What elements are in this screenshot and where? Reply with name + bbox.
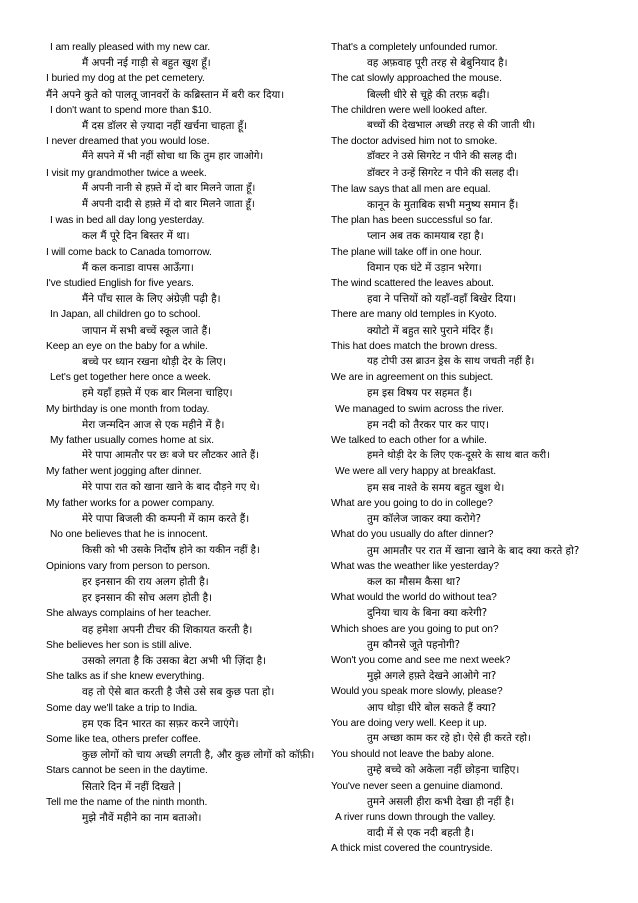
hindi-translation: मैं दस डॉलर से ज़्यादा नहीं खर्चना चाहता हूँ। [82,120,248,133]
hindi-translation-alt: हर इनसान की सोच अलग होती है। [82,592,213,605]
english-sentence: What was the weather like yesterday? [331,560,499,572]
english-sentence: I never dreamed that you would lose. [46,136,210,148]
hindi-translation: हमे यहाँ हफ़्ते में एक बार मिलना चाहिए। [82,387,233,400]
hindi-translation: तुम अच्छा काम कर रहे हो। ऐसे ही करते रहो। [367,732,531,744]
sentence-entry [331,716,601,747]
english-sentence: She believes her son is still alive. [46,639,192,651]
hindi-translation-alt: मैं अपनी दादी से हफ़्ते में दो बार मिलने जाता हूँ। [82,199,255,211]
sentence-entry [46,559,318,607]
sentence-entry [46,402,318,433]
hindi-translation: डॉक्टर ने उसे सिगरेट न पीने की सलह दी। [367,151,518,163]
hindi-translation: हम नदी को तैरकर पार कर पाए। [367,418,489,431]
english-sentence: My father usually comes home at six. [50,435,214,447]
english-sentence: We were all very happy at breakfast. [335,466,496,478]
hindi-translation: दुनिया चाय के बिना क्या करेगी? [367,607,488,620]
english-sentence: We are in agreement on this subject. [331,372,494,384]
english-sentence: The plan has been successful so far. [331,215,493,227]
hindi-translation: क्योटो में बहुत सारे पुराने मंदिर हैं। [367,324,494,337]
hindi-translation: तुम आमतौर पर रात में खाना खाने के बाद क्या करते हो? [367,544,580,557]
sentence-entry [331,779,601,810]
sentence-entry [331,213,601,244]
hindi-translation: मेरे पापा रात को खाना खाने के बाद दौड़ने गए थे। [82,481,260,493]
sentence-entry [46,339,318,370]
hindi-translation: वह हमेशा अपनी टीचर की शिकायत करती है। [82,623,253,636]
english-sentence: The plane will take off in one hour. [331,246,482,258]
english-sentence: The doctor advised him not to smoke. [331,136,498,148]
english-sentence: You should not leave the baby alone. [331,749,495,761]
sentence-entry [331,339,601,370]
hindi-translation: हम सब नाश्ते के समय बहुत खुश थे। [367,481,505,494]
english-sentence: What do you usually do after dinner? [331,529,494,541]
english-sentence: My father went jogging after dinner. [46,466,202,478]
english-sentence: What would the world do without tea? [331,592,497,604]
hindi-translation: मुझे नौवें महीने का नाम बताओ। [82,811,202,824]
sentence-entry [46,669,318,700]
english-sentence: I was in bed all day long yesterday. [50,215,205,227]
hindi-translation: कल मैं पूरे दिन बिस्तर में था। [82,230,190,243]
english-sentence: My birthday is one month from today. [46,403,210,415]
english-sentence: Opinions vary from person to person. [46,560,211,572]
english-sentence: A river runs down through the valley. [335,811,496,823]
sentence-entry [46,71,318,102]
sentence-entry [46,638,318,669]
english-sentence: That's a completely unfounded rumor. [331,42,498,53]
sentence-entry [331,653,601,684]
hindi-translation: तुम कौनसे जूते पहनोगी? [367,638,461,651]
sentence-entry [46,134,318,165]
left-column [46,40,318,826]
hindi-translation: आप थोड़ा धीरे बोल सकते हैं क्या? [367,701,497,714]
sentence-entry [331,134,601,182]
hindi-translation: मैंने अपने कुते को पालतू जानवरों के कब्रिस्तान में बरी कर दिया। [46,88,285,101]
hindi-translation: बच्चे पर ध्यान रखना थोड़ी देर के लिए। [82,356,227,369]
sentence-entry [331,841,601,856]
hindi-translation: हवा ने पत्तियों को यहाँ-वहाँ बिखेर दिया। [367,293,516,306]
hindi-translation: मैं कल कनाडा वापस आऊँगा। [82,261,194,274]
english-sentence: I am really pleased with my new car. [50,42,211,53]
sentence-entry [331,433,601,464]
hindi-translation: यह टोपी उस ब्राउन ड्रेस के साथ जचती नहीं है। [367,356,535,368]
sentence-entry [46,166,318,214]
english-sentence: Which shoes are you going to put on? [331,623,499,635]
english-sentence: You are doing very well. Keep it up. [331,717,487,729]
hindi-translation: वह अफ़वाह पूरी तरह से बेबुनियाद है। [367,57,508,70]
sentence-entry [46,701,318,732]
english-sentence: I don't want to spend more than $10. [50,104,212,116]
sentence-entry [331,402,601,433]
hindi-translation: विमान एक घंटे में उड़ान भरेगा। [367,261,482,274]
english-sentence: Stars cannot be seen in the daytime. [46,765,208,777]
english-sentence: The children were well looked after. [331,104,488,116]
hindi-translation: मैंने सपने में भी नहीं सोचा था कि तुम हार जाओगे। [82,151,264,163]
sentence-entry [46,464,318,495]
sentence-entry [331,527,601,558]
english-sentence: The wind scattered the leaves about. [331,278,494,290]
hindi-translation: वह तो ऐसे बात करती है जैसे उसे सब कुछ पता हो। [82,686,275,699]
english-sentence: We talked to each other for a while. [331,435,487,447]
sentence-entry [46,763,318,794]
hindi-translation: मेरा जन्मदिन आज से एक महीने में है। [82,418,225,431]
english-sentence: The law says that all men are equal. [331,183,491,195]
sentence-entry [46,433,318,464]
hindi-translation: जापान में सभी बच्चें स्कूल जाते हैं। [82,324,212,337]
sentence-entry [46,606,318,637]
hindi-translation: कुछ लोगों को चाय अच्छी लगती है, और कुछ लोगों को कॉफ़ी। [82,749,315,762]
sentence-entry [331,559,601,590]
hindi-translation: प्लान अब तक कामयाब रहा है। [367,230,484,243]
sentence-entry [331,40,601,71]
english-sentence: You've never seen a genuine diamond. [331,780,503,792]
sentence-entry [46,245,318,276]
english-sentence: A thick mist covered the countryside. [331,843,493,855]
hindi-translation: बिल्ली धीरे से चूहे की तरफ़ बढ़ी। [367,88,490,101]
sentence-entry [331,810,601,841]
sentence-entry [331,370,601,401]
english-sentence: Let's get together here once a week. [50,372,211,384]
sentence-entry [331,590,601,621]
sentence-entry [46,307,318,338]
hindi-translation: मेरे पापा आमतौर पर छः बजे घर लौटकर आते हैं। [82,450,259,462]
hindi-translation: किसी को भी उसके निर्दोष होने का यकीन नहीं है। [82,544,260,556]
hindi-translation: मुझे अगले हफ़्ते देखने आओगे ना? [367,670,497,683]
sentence-entry [46,213,318,244]
sentence-entry [331,747,601,778]
right-column [331,40,601,857]
english-sentence: Would you speak more slowly, please? [331,686,503,698]
sentence-entry [46,103,318,134]
sentence-entry [331,307,601,338]
sentence-entry [46,370,318,401]
sentence-entry [46,527,318,558]
english-sentence: We managed to swim across the river. [335,403,504,415]
hindi-translation: हमने थोड़ी देर के लिए एक-दूसरे के साथ बात करी। [367,450,550,462]
english-sentence: She talks as if she knew everything. [46,671,205,683]
english-sentence: What are you going to do in college? [331,497,493,509]
hindi-translation: मैं अपनी नई गाड़ी से बहुत खुश हूँ। [82,57,211,70]
sentence-entry [46,795,318,826]
sentence-entry [331,496,601,527]
hindi-translation-alt: डॉक्टर ने उन्हें सिगरेट न पीने की सलह दी। [367,167,519,179]
hindi-translation: तुमने असली हीरा कभी देखा ही नहीं है। [367,795,515,808]
hindi-translation: कल का मौसम कैसा था? [367,575,461,588]
sentence-entry [331,245,601,276]
sentence-entry [46,496,318,527]
english-sentence: I will come back to Canada tomorrow. [46,246,212,258]
english-sentence: Tell me the name of the ninth month. [46,796,208,808]
english-sentence: There are many old temples in Kyoto. [331,309,497,321]
hindi-translation: मैं अपनी नानी से हफ़्ते में दो बार मिलने जाता हूँ। [82,182,256,194]
sentence-entry [331,622,601,653]
hindi-translation: बच्चों की देखभाल अच्छी तरह से की जाती थी। [367,120,536,132]
english-sentence: Some like tea, others prefer coffee. [46,733,201,745]
english-sentence: I've studied English for five years. [46,278,194,290]
english-sentence: Some day we'll take a trip to India. [46,702,198,714]
english-sentence: My father works for a power company. [46,497,215,509]
english-sentence: Keep an eye on the baby for a while. [46,340,208,352]
hindi-translation: वादी में से एक नदी बहती है। [367,827,474,840]
hindi-translation: हर इनसान की राय अलग होती है। [82,575,209,588]
hindi-translation: हम एक दिन भारत का सफ़र करने जाएंगे। [82,717,239,730]
hindi-translation: मेरे पापा बिजली की कम्पनी में काम करते हैं। [82,513,250,526]
hindi-translation: तुम्हे बच्चे को अकेला नहीं छोड़ना चाहिए। [367,764,520,777]
hindi-translation: मैंने पाँच साल के लिए अंग्रेज़ी पढ़ी है। [82,293,221,306]
english-sentence: Won't you come and see me next week? [331,654,511,666]
hindi-translation: तुम कॉलेज जाकर क्या करोगे? [367,513,481,526]
sentence-entry [331,276,601,307]
sentence-entry [331,464,601,495]
sentence-entry [46,732,318,763]
sentence-entry [331,71,601,102]
english-sentence: The cat slowly approached the mouse. [331,73,502,85]
hindi-translation: हम इस विषय पर सहमत हैं। [367,387,473,400]
sentence-entry [331,684,601,715]
hindi-translation: सितारे दिन में नहीं दिखते | [82,780,182,793]
sentence-entry [331,103,601,134]
sentence-entry [46,276,318,307]
hindi-translation: कानून के मुताबिक सभी मनुष्य समान हैं। [367,199,519,212]
sentence-entry [46,40,318,71]
hindi-translation: उसको लगता है कि उसका बेटा अभी भी ज़िंदा है। [82,654,267,667]
english-sentence: I buried my dog at the pet cemetery. [46,73,205,85]
english-sentence: No one believes that he is innocent. [50,529,208,541]
english-sentence: This hat does match the brown dress. [331,340,498,352]
sentence-entry [331,182,601,213]
english-sentence: I visit my grandmother twice a week. [46,167,207,179]
english-sentence: In Japan, all children go to school. [50,309,201,321]
english-sentence: She always complains of her teacher. [46,608,212,620]
